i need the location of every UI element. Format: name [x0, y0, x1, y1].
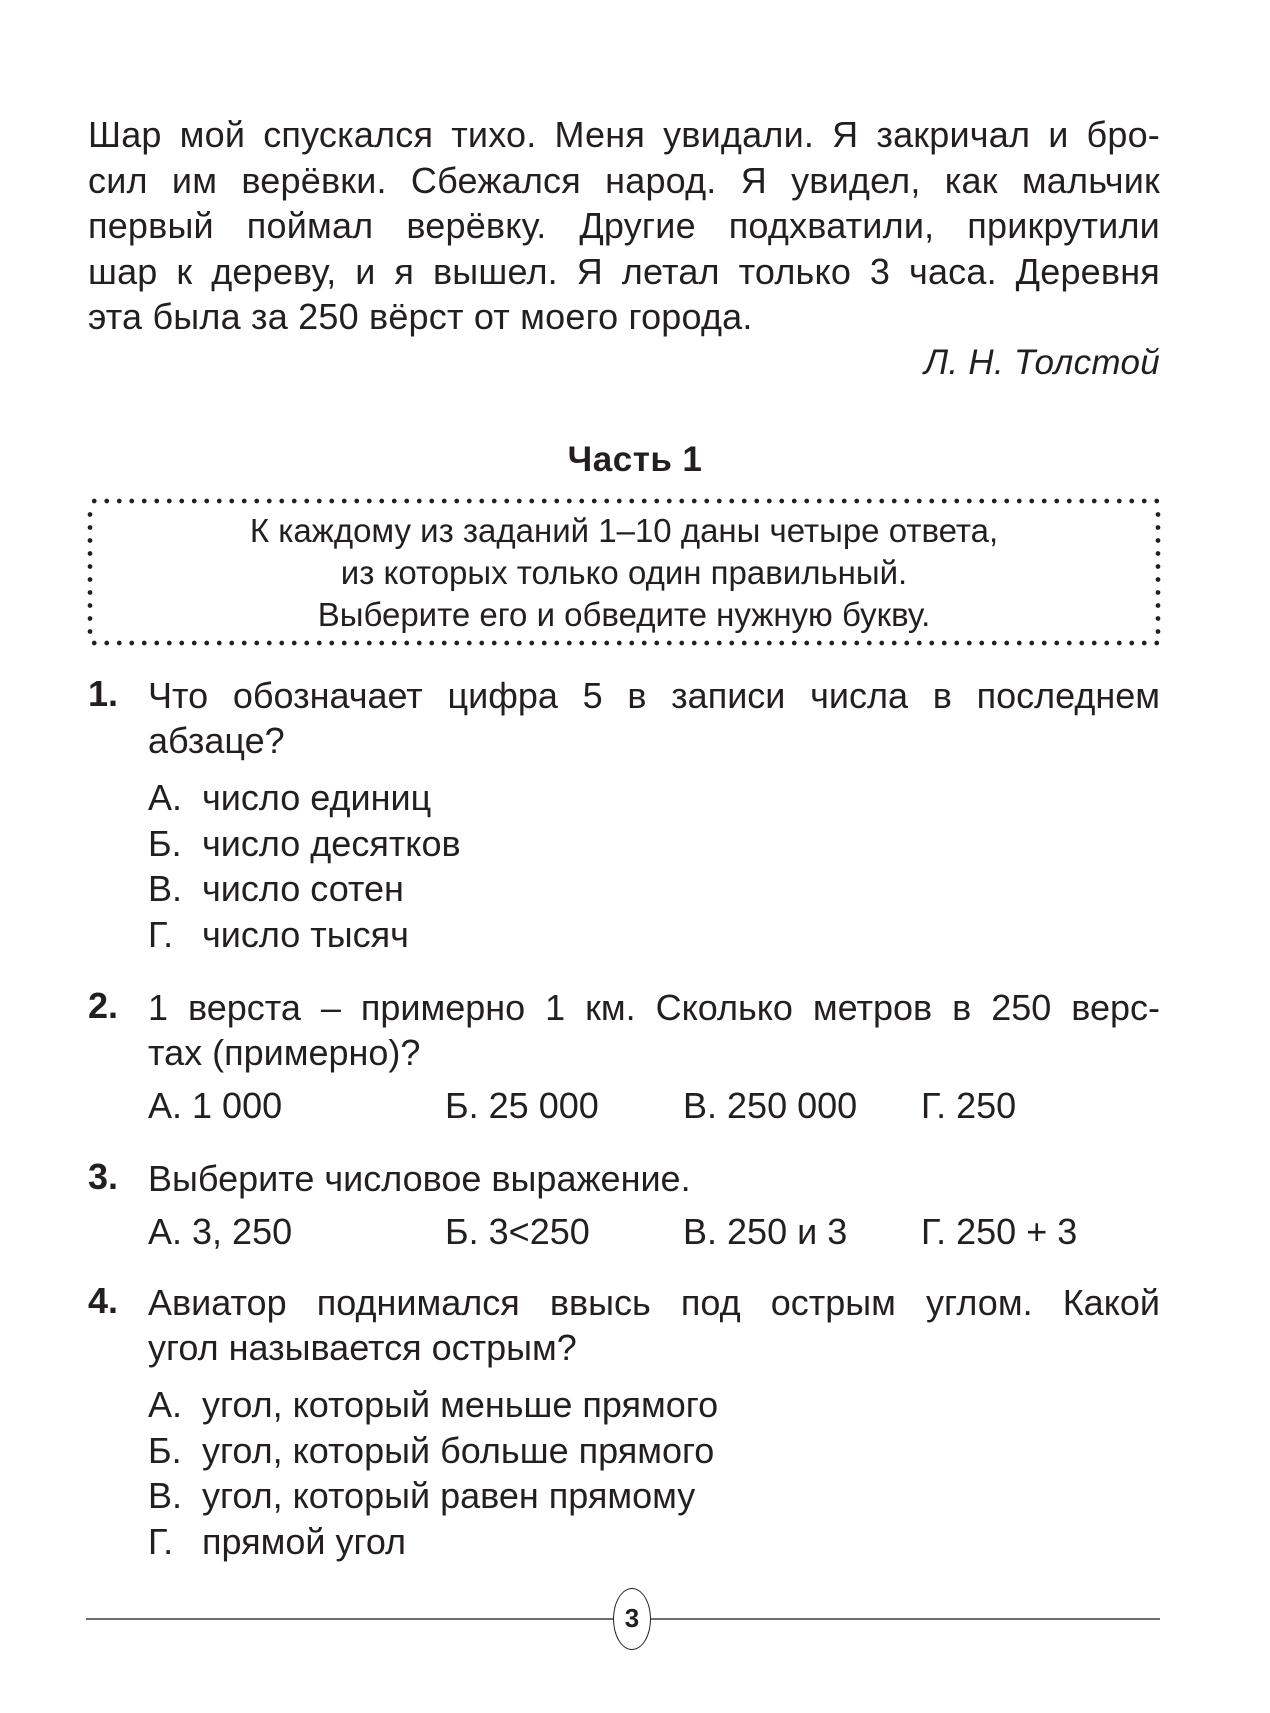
option-letter[interactable]: А.: [148, 1085, 183, 1126]
option-letter[interactable]: В.: [148, 868, 183, 909]
question-text: [148, 985, 1160, 1075]
option-letter[interactable]: В.: [148, 1475, 183, 1516]
answer-option-g[interactable]: [921, 1211, 1077, 1253]
option-text: 1 000: [192, 1085, 283, 1126]
answer-option-b[interactable]: [445, 1211, 590, 1253]
option-text: 3<250: [488, 1211, 590, 1252]
instructions-line: К каждому из заданий 1–10 даны четыре ответа,: [249, 512, 999, 549]
passage-line: эта была за 250 вёрст от моего города.: [88, 296, 753, 337]
option-text: угол, который меньше прямого: [202, 1384, 719, 1425]
answer-option-v[interactable]: [683, 1085, 857, 1127]
option-letter[interactable]: Г.: [921, 1211, 947, 1252]
option-text: число единиц: [202, 777, 432, 818]
passage-author: Л. Н. Толстой: [924, 343, 1160, 382]
question-line: Что обозначает цифра 5 в записи числа в последнем: [148, 675, 1160, 716]
option-text: 250 000: [727, 1085, 858, 1126]
option-letter[interactable]: Б.: [148, 822, 182, 864]
question-line: 1 верста – примерно 1 км. Сколько метров в 250 верс-: [148, 987, 1160, 1028]
dotted-border-bottom: [88, 640, 1160, 646]
question-line: Выберите числовое выражение.: [148, 1158, 691, 1199]
question-line: Авиатор поднимался ввысь под острым углом. Какой: [148, 1282, 1160, 1323]
question-number: 1.: [88, 673, 119, 714]
page-number-badge: 3: [613, 1588, 651, 1650]
option-text: 25 000: [488, 1085, 599, 1126]
part-title: [0, 440, 1270, 480]
option-text: 250 и 3: [727, 1211, 848, 1252]
question-text: [148, 673, 1160, 763]
option-letter[interactable]: В.: [683, 1085, 718, 1126]
option-text: угол, который равен прямому: [202, 1475, 696, 1516]
dotted-border-top: [88, 498, 1160, 504]
answer-option-a[interactable]: [148, 1382, 718, 1428]
passage-line: первый поймал верёвку. Другие подхватили, прикрутили: [88, 205, 1160, 246]
answer-option-b[interactable]: [148, 821, 461, 867]
instructions-line: из которых только один правильный.: [340, 554, 908, 591]
option-letter[interactable]: В.: [683, 1211, 718, 1252]
option-letter[interactable]: А.: [148, 1384, 183, 1425]
option-letter[interactable]: А.: [148, 777, 183, 818]
question-line: угол называется острым?: [148, 1327, 577, 1368]
answer-option-v[interactable]: [148, 1473, 718, 1519]
answer-option-a[interactable]: [148, 1211, 292, 1253]
question-line: абзаце?: [148, 720, 285, 761]
answer-option-a[interactable]: [148, 775, 461, 821]
answer-options: [148, 775, 461, 957]
answer-option-b[interactable]: [148, 1428, 718, 1474]
answer-option-v[interactable]: [683, 1211, 847, 1253]
option-text: прямой угол: [202, 1520, 407, 1562]
option-text: число десятков: [202, 822, 461, 864]
option-letter[interactable]: Б.: [445, 1211, 479, 1252]
option-text: число сотен: [202, 868, 404, 909]
option-letter[interactable]: Г.: [921, 1085, 947, 1126]
instructions-box: [88, 498, 1160, 646]
option-letter[interactable]: Б.: [445, 1085, 479, 1126]
answer-option-g[interactable]: [921, 1085, 1016, 1127]
option-text: угол, который больше прямого: [202, 1429, 715, 1471]
option-text: 250: [956, 1085, 1017, 1126]
answer-options: [148, 1382, 718, 1564]
option-letter[interactable]: Б.: [148, 1429, 182, 1471]
question-text: [148, 1156, 1160, 1201]
option-text: число тысяч: [202, 913, 409, 955]
question-number: 3.: [88, 1156, 119, 1197]
option-letter[interactable]: Г.: [148, 913, 174, 955]
answer-option-g[interactable]: [148, 1519, 718, 1565]
answer-option-a[interactable]: [148, 1085, 282, 1127]
question-number: 4.: [88, 1280, 119, 1321]
part-title-word: Часть: [567, 440, 673, 479]
option-text: 250 + 3: [956, 1211, 1078, 1252]
reading-passage: [88, 112, 1160, 340]
question-number: 2.: [88, 985, 119, 1026]
passage-line: сил им верёвки. Сбежался народ. Я увидел, как мальчик: [88, 159, 1160, 201]
answer-option-b[interactable]: [445, 1085, 599, 1127]
passage-line: Шар мой спускался тихо. Меня увидали. Я закричал и бро-: [88, 114, 1160, 155]
option-letter[interactable]: Г.: [148, 1520, 174, 1562]
question-text: [148, 1280, 1160, 1370]
passage-line: шар к дереву, и я вышел. Я летал только 3 часа. Деревня: [88, 250, 1160, 292]
instructions-line: Выберите его и обведите нужную букву.: [317, 596, 931, 633]
question-line: тах (примерно)?: [148, 1032, 421, 1073]
part-title-number: 1: [682, 440, 703, 479]
option-text: 3, 250: [192, 1211, 293, 1252]
option-letter[interactable]: А.: [148, 1211, 183, 1252]
instructions-text: [88, 510, 1160, 636]
answer-option-v[interactable]: [148, 866, 461, 912]
answer-option-g[interactable]: [148, 912, 461, 958]
